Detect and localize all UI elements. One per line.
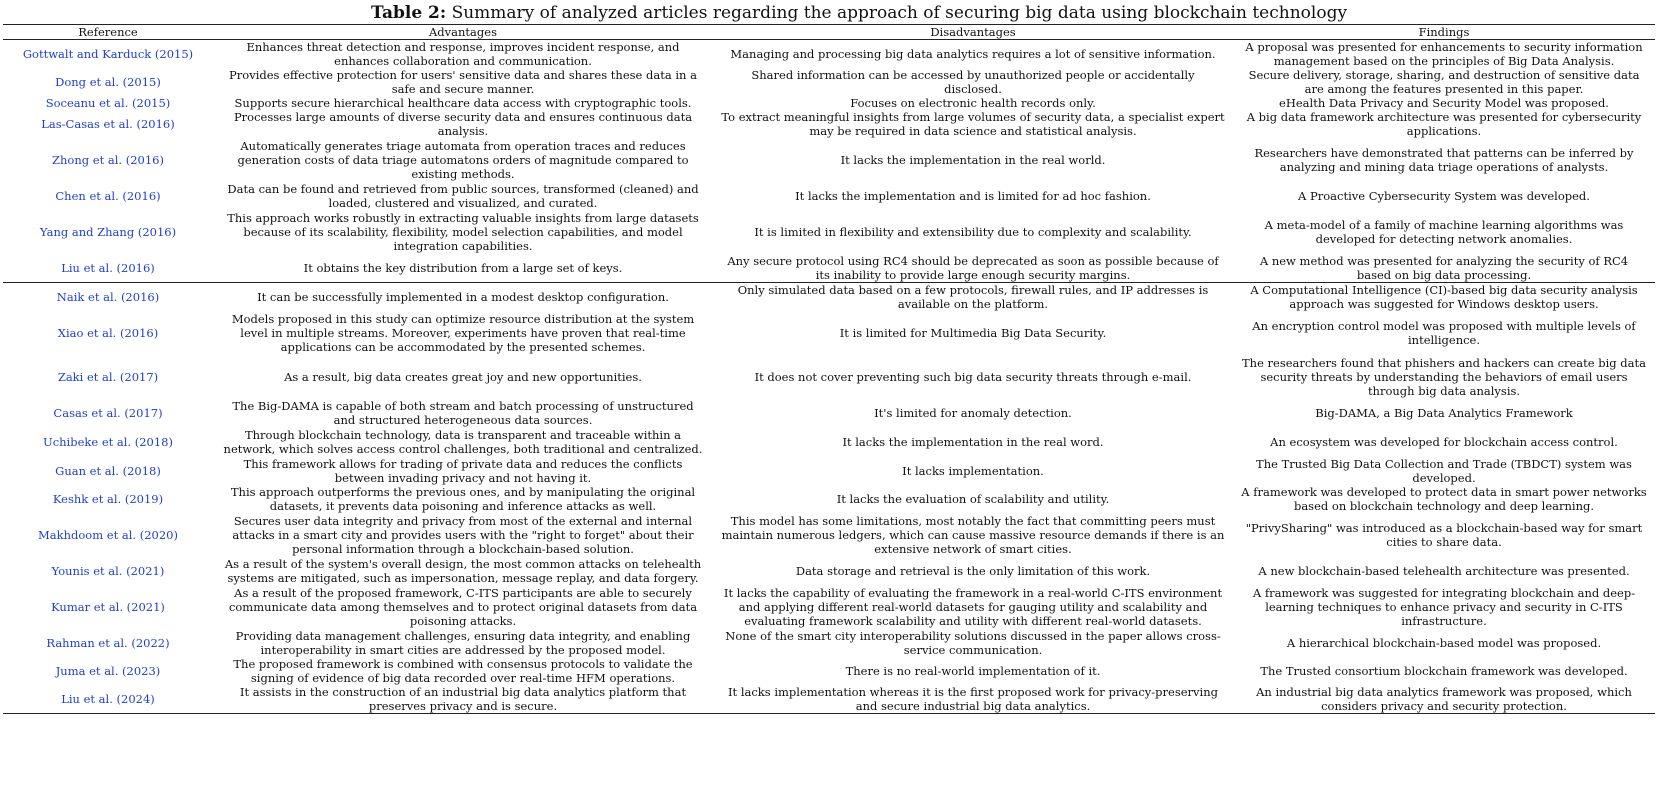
reference-link[interactable]: Xiao et al. (2016) [57, 326, 159, 340]
reference-link[interactable]: Liu et al. (2024) [3, 685, 213, 714]
disadvantages-cell: Any secure protocol using RC4 should be deprecated as soon as possible because of its inability to provide large enough security margins. [727, 254, 1219, 282]
advantages-cell: This framework allows for trading of private data and reduces the conflicts between invading privacy and not having it. [243, 457, 683, 485]
reference-link[interactable]: Casas et al. (2017) [53, 406, 163, 420]
reference-link[interactable]: Kumar et al. (2021) [51, 600, 165, 614]
disadvantages-cell: It lacks the capability of evaluating the framework in a real-world C-ITS environment and applying different real-world datasets for gauging utility and scalability and evaluating framework scalability and utility with different real-world datasets. [723, 586, 1223, 628]
header-disadvantages: Disadvantages [713, 25, 1233, 40]
disadvantages-cell: It lacks the evaluation of scalability and utility. [836, 492, 1110, 506]
disadvantages-cell: It is limited for Multimedia Big Data Security. [839, 326, 1107, 340]
disadvantages-cell: It lacks the implementation in the real word. [842, 435, 1104, 449]
findings-cell: An ecosystem was developed for blockchain access control. [1270, 435, 1618, 449]
findings-cell: Secure delivery, storage, sharing, and destruction of sensitive data are among the features presented in this paper. [1248, 68, 1640, 96]
advantages-cell: As a result of the system's overall design, the most common attacks on telehealth systems are mitigated, such as impersonation, message replay, and data forgery. [224, 557, 702, 585]
table-row [3, 182, 1655, 210]
findings-cell: Big-DAMA, a Big Data Analytics Framework [1315, 406, 1573, 420]
reference-link[interactable]: Gottwalt and Karduck (2015) [22, 47, 194, 61]
header-reference: Reference [3, 25, 213, 40]
table-row [3, 513, 1655, 557]
reference-link[interactable]: Juma et al. (2023) [55, 664, 161, 678]
disadvantages-cell: None of the smart city interoperability solutions discussed in the paper allows cross-service communication. [725, 629, 1221, 657]
table-row [3, 685, 1655, 714]
table-row [3, 629, 1655, 657]
reference-link[interactable]: Liu et al. (2016) [61, 261, 155, 275]
table-row [3, 485, 1655, 513]
advantages-cell: Providing data management challenges, ensuring data integrity, and enabling interoperability in smart cities are addressed by the proposed model. [235, 629, 691, 657]
reference-link[interactable]: Makhdoom et al. (2020) [38, 528, 178, 542]
caption-text: Summary of analyzed articles regarding the approach of securing big data using blockchain technology [451, 3, 1348, 23]
findings-cell: The researchers found that phishers and hackers can create big data security threats by understanding the behaviors of email users through big data analysis. [1242, 356, 1646, 398]
table-row [3, 399, 1655, 427]
findings-cell: A framework was suggested for integrating blockchain and deep-learning techniques to enhance privacy and security in C-ITS infrastructure. [1252, 586, 1636, 628]
disadvantages-cell: Managing and processing big data analytics requires a lot of sensitive information. [730, 47, 1216, 61]
advantages-cell: It assists in the construction of an industrial big data analytics platform that preserves privacy and is secure. [213, 685, 713, 714]
reference-link[interactable]: Zhong et al. (2016) [52, 153, 164, 167]
findings-cell: A new blockchain-based telehealth architecture was presented. [1258, 564, 1630, 578]
reference-link[interactable]: Guan et al. (2018) [55, 464, 161, 478]
advantages-cell: The Big-DAMA is capable of both stream and batch processing of unstructured and structured heterogeneous data sources. [232, 399, 694, 427]
advantages-cell: As a result, big data creates great joy and new opportunities. [284, 370, 642, 384]
advantages-cell: This approach works robustly in extracting valuable insights from large datasets because of its scalability, flexibility, model selection capabilities, and model integration capabilities. [227, 211, 699, 253]
advantages-cell: Through blockchain technology, data is transparent and traceable within a network, which solves access control challenges, both traditional and centralized. [223, 428, 703, 456]
disadvantages-cell: It is limited in flexibility and extensibility due to complexity and scalability. [754, 225, 1192, 239]
disadvantages-cell: There is no real-world implementation of it. [845, 664, 1101, 678]
table-row [3, 557, 1655, 585]
advantages-cell: It can be successfully implemented in a modest desktop configuration. [213, 283, 713, 312]
advantages-cell: Enhances threat detection and response, improves incident response, and enhances collaboration and communication. [246, 40, 680, 68]
table-row [3, 355, 1655, 399]
findings-cell: A meta-model of a family of machine learning algorithms was developed for detecting network anomalies. [1264, 218, 1624, 246]
table-row [3, 254, 1655, 283]
disadvantages-cell: It lacks the implementation and is limited for ad hoc fashion. [795, 189, 1151, 203]
findings-cell: An encryption control model was proposed with multiple levels of intelligence. [1252, 319, 1636, 347]
table-body [3, 40, 1655, 714]
findings-cell: A proposal was presented for enhancements to security information management based on the principles of Big Data Analysis. [1245, 40, 1643, 68]
findings-cell: eHealth Data Privacy and Security Model was proposed. [1279, 96, 1609, 110]
disadvantages-cell: Only simulated data based on a few protocols, firewall rules, and IP addresses is available on the platform. [713, 283, 1233, 312]
disadvantages-cell: It's limited for anomaly detection. [874, 406, 1072, 420]
table-row [3, 657, 1655, 685]
findings-cell: A Computational Intelligence (CI)-based big data security analysis approach was suggested for Windows desktop users. [1233, 283, 1655, 312]
findings-cell: A new method was presented for analyzing the security of RC4 based on big data processing. [1259, 254, 1629, 282]
reference-link[interactable]: Chen et al. (2016) [55, 189, 161, 203]
reference-link[interactable]: Las-Casas et al. (2016) [41, 117, 175, 131]
table-caption [0, 0, 1658, 24]
reference-link[interactable]: Younis et al. (2021) [51, 564, 165, 578]
advantages-cell: Secures user data integrity and privacy from most of the external and internal attacks in a smart city and provides users with the "right to forget" about their personal information through a blockchain-based solution. [232, 514, 694, 556]
reference-link[interactable]: Yang and Zhang (2016) [39, 225, 177, 239]
table-row [3, 457, 1655, 485]
advantages-cell: This approach outperforms the previous ones, and by manipulating the original datasets, it prevents data poisoning and inference attacks as well. [230, 485, 696, 513]
disadvantages-cell: It lacks implementation. [902, 464, 1044, 478]
table-row [3, 311, 1655, 355]
reference-link[interactable]: Dong et al. (2015) [55, 75, 161, 89]
caption-label: Table 2: [370, 3, 447, 23]
advantages-cell: The proposed framework is combined with consensus protocols to validate the signing of evidence of big data recorded over real-time HFM operations. [233, 657, 693, 685]
reference-link[interactable]: Rahman et al. (2022) [46, 636, 170, 650]
advantages-cell: Supports secure hierarchical healthcare data access with cryptographic tools. [234, 96, 692, 110]
table-row [3, 68, 1655, 96]
findings-cell: Researchers have demonstrated that patterns can be inferred by analyzing and mining data triage operations of analysts. [1254, 146, 1634, 174]
findings-cell: A big data framework architecture was presented for cybersecurity applications. [1246, 110, 1642, 138]
reference-link[interactable]: Naik et al. (2016) [3, 283, 213, 312]
advantages-cell: Data can be found and retrieved from public sources, transformed (cleaned) and loaded, clustered and visualized, and curated. [227, 182, 699, 210]
disadvantages-cell: Shared information can be accessed by unauthorized people or accidentally disclosed. [751, 68, 1195, 96]
advantages-cell: It obtains the key distribution from a large set of keys. [303, 261, 623, 275]
table-row [3, 427, 1655, 457]
disadvantages-cell: It lacks the implementation in the real world. [840, 153, 1106, 167]
header-findings: Findings [1233, 25, 1655, 40]
header-row [3, 25, 1655, 40]
disadvantages-cell: This model has some limitations, most notably the fact that committing peers must maintain numerous ledgers, which can cause massive resource demands if there is an extensive network of smart cities. [721, 514, 1225, 556]
table-row [3, 210, 1655, 254]
table-row [3, 585, 1655, 629]
table-row [3, 96, 1655, 110]
disadvantages-cell: It does not cover preventing such big data security threats through e-mail. [754, 370, 1192, 384]
reference-link[interactable]: Uchibeke et al. (2018) [43, 435, 173, 449]
table-row [3, 40, 1655, 69]
reference-link[interactable]: Soceanu et al. (2015) [45, 96, 171, 110]
reference-link[interactable]: Keshk et al. (2019) [52, 492, 164, 506]
findings-cell: The Trusted Big Data Collection and Trade (TBDCT) system was developed. [1256, 457, 1632, 485]
table-row [3, 283, 1655, 312]
header-advantages: Advantages [213, 25, 713, 40]
disadvantages-cell: To extract meaningful insights from large volumes of security data, a specialist expert may be required in data science and statistical analysis. [721, 110, 1225, 138]
advantages-cell: Provides effective protection for users' sensitive data and shares these data in a safe and secure manner. [229, 68, 697, 96]
findings-cell: The Trusted consortium blockchain framework was developed. [1260, 664, 1628, 678]
disadvantages-cell: Data storage and retrieval is the only limitation of this work. [795, 564, 1151, 578]
advantages-cell: Processes large amounts of diverse security data and ensures continuous data analysis. [233, 110, 693, 138]
findings-cell: "PrivySharing" was introduced as a blockchain-based way for smart cities to share data. [1245, 521, 1643, 549]
findings-cell: A hierarchical blockchain-based model was proposed. [1286, 636, 1602, 650]
advantages-cell: As a result of the proposed framework, C-ITS participants are able to securely communicate data among themselves and to protect original datasets from data poisoning attacks. [228, 586, 698, 628]
findings-cell: A framework was developed to protect data in smart power networks based on blockchain technology and deep learning. [1241, 485, 1647, 513]
advantages-cell: Models proposed in this study can optimize resource distribution at the system level in multiple streams. Moreover, experiments have proven that real-time applications can be accommodated by the presented schemes. [231, 312, 695, 354]
advantages-cell: Automatically generates triage automata from operation traces and reduces generation costs of data triage automatons orders of magnitude compared to existing methods. [237, 139, 689, 181]
reference-link[interactable]: Zaki et al. (2017) [57, 370, 159, 384]
summary-table [3, 24, 1655, 714]
disadvantages-cell: Focuses on electronic health records only. [850, 96, 1096, 110]
table-row [3, 110, 1655, 138]
disadvantages-cell: It lacks implementation whereas it is the first proposed work for privacy-preserving and secure industrial big data analytics. [713, 685, 1233, 714]
findings-cell: An industrial big data analytics framework was proposed, which considers privacy and security protection. [1233, 685, 1655, 714]
findings-cell: A Proactive Cybersecurity System was developed. [1298, 189, 1590, 203]
table-row [3, 138, 1655, 182]
